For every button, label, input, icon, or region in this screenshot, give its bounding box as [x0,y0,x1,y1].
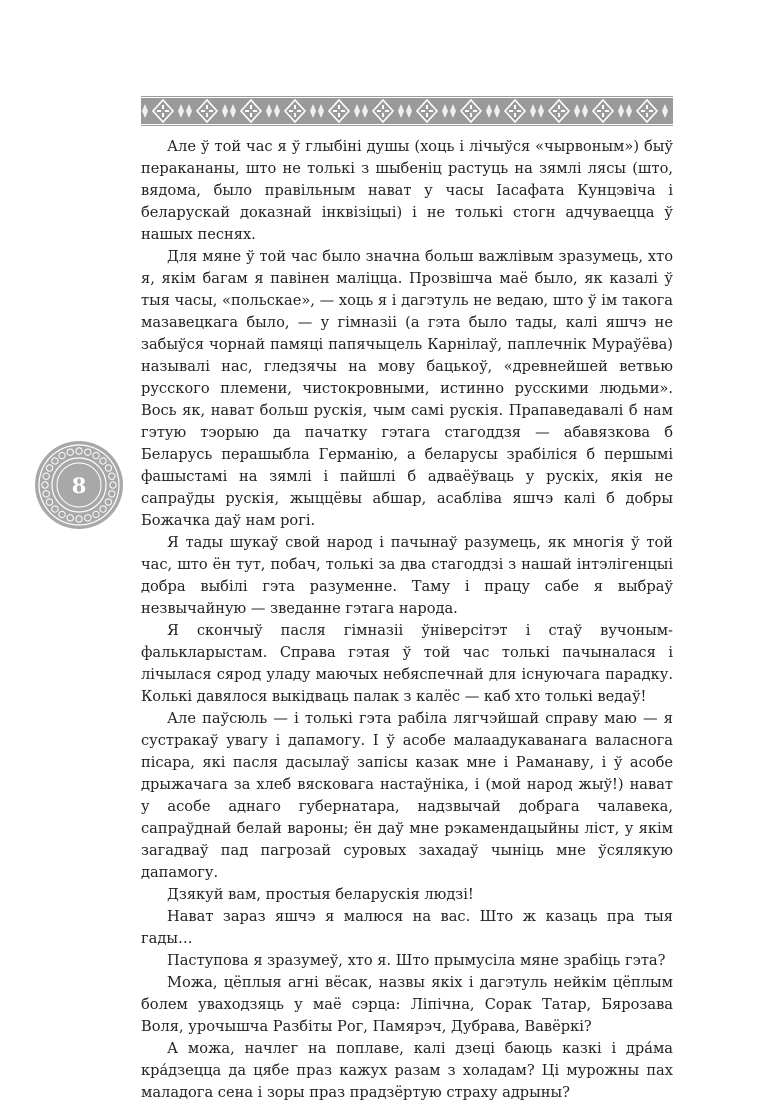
page-number-badge [34,440,124,530]
page-number: 8 [71,472,87,498]
body-text [141,136,673,1104]
paragraph: А можа, начлег на поплаве, калі дзеці баюць казкі і дра́ма кра́дзецца да цябе праз кажух разам з холадам? Ці мурожны пах маладога сена і зоры праз прадзёртую страху адрыны? [141,1040,673,1101]
paragraph: Нават зараз яшчэ я малюся на вас. Што ж казаць пра тыя гады… [141,908,673,947]
paragraph: Але паўсюль — і толькі гэта рабіла лягчэйшай справу маю — я сустракаў увагу і дапамогу. І ў асобе малаадукаванага валаснога пісара, які пасля дасылаў запісы казак мне і Раманаву, і ў асобе дрыжачага за хлеб вясковага настаўніка, і (мой народ жыў!) нават у асобе аднаго губернатара, надзвычай добрага чалавека, сапраўднай белай вароны; ён даў мне рэкамендацыйны ліст, у якім загадваў пад пагрозай суровых захадаў чыніць мне ўсялякую дапамогу. [141,710,673,881]
paragraph: Для мяне ў той час было значна больш важлівым зразумець, хто я, якім багам я павінен маліцца. Прозвішча маё было, як казалі ў тыя часы, «польскае», — хоць я і дагэтуль не ведаю, што ў ім такога мазавецкага было, — у гімназіі (а гэта было тады, калі яшчэ не забыўся чорнай памяці папячыцель Карнілаў, паплечнік Мураўёва) называлі нас, гледзячы на мову бацькоў, «древнейшей ветвью русского племени, чистокровными, истинно русскими людьми». Вось як, нават больш рускія, чым самі рускія. Прапаведавалі б нам гэтую тэорыю да пачатку гэтага стагоддзя — абавязкова б Беларусь перашыбла Германію, а беларусы зрабіліся б першымі фашыстамі на зямлі і пайшлі б адваёўваць у рускіх, якія не сапраўды рускія, жыццёвы абшар, асабліва яшчэ калі б добры Божачка даў нам рогі. [141,248,673,529]
paragraph: Я скончыў пасля гімназіі ўніверсітэт і стаў вучоным-фалькларыстам. Справа гэтая ў той час толькі пачыналася і лічылася сярод уладу маючых небяспечнай для існуючага парадку. Колькі давялося выкідваць палак з калёс — каб хто толькі ведаў! [141,622,673,705]
paragraph: Дзякуй вам, простыя беларускія людзі! [167,886,474,903]
paragraph: Паступова я зразумеў, хто я. Што прымусіла мяне зрабіць гэта? [167,952,666,969]
paragraph: Я тады шукаў свой народ і пачынаў разумець, як многія ў той час, што ён тут, побач, толькі за два стагоддзі з нашай інтэлігенцыі добра выбілі гэта разуменне. Таму і працу сабе я выбраў незвычайную — зведанне гэтага народа. [141,534,673,617]
decorative-ornament-band [141,96,673,126]
paragraph: Можа, цёплыя агні вёсак, назвы якіх і дагэтуль нейкім цёплым болем уваходзяць у маё сэрца: Ліпічна, Сорак Татар, Бярозава Воля, урочышча Разбіты Рог, Памярэч, Дубрава, Вавёркі? [141,974,673,1035]
paragraph: Але ў той час я ў глыбіні душы (хоць і лічыўся «чырвоным») быў перакананы, што не толькі з шыбеніц растуць на зямлі лясы (што, вядома, было правільным нават у часы Іасафата Кунцэвіча і беларускай доказнай інквізіцыі) і не толькі стогн адчуваецца ў нашых песнях. [141,138,673,243]
